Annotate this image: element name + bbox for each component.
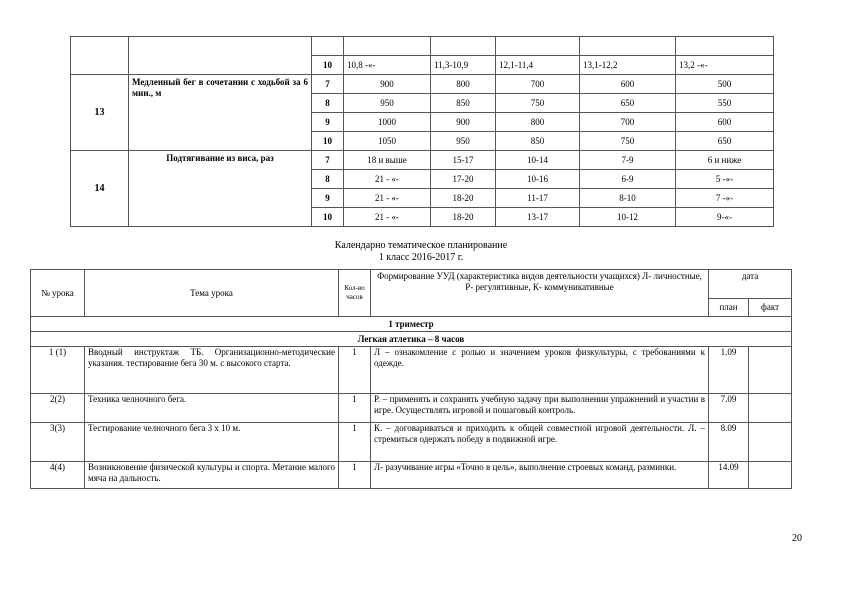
lesson-hours: 1: [339, 462, 371, 489]
norm-cell: 21 - «-: [344, 189, 431, 208]
lesson-number: 4(4): [31, 462, 85, 489]
class-cell: 10: [312, 208, 344, 227]
norm-cell: 13-17: [496, 208, 580, 227]
norm-cell: 18 и выше: [344, 151, 431, 170]
norms-table: [70, 36, 774, 227]
norm-cell: 10,8 -«-: [344, 56, 431, 75]
class-cell: 9: [312, 189, 344, 208]
norm-cell: 9-«-: [676, 208, 774, 227]
norm-cell: 700: [496, 75, 580, 94]
section-row: [31, 332, 792, 347]
norm-cell: 5 -«-: [676, 170, 774, 189]
header-uud: Формирование УУД (характеристика видов деятельности учащихся) Л- личностные, Р- регулятивные, К- коммуникативные: [371, 270, 709, 317]
lesson-uud: К. – договариваться и приходить к общей совместной игровой деятельности. Л. – стремиться одержать победу в подвижной игре.: [371, 423, 709, 462]
norm-cell: 12,1-11,4: [496, 56, 580, 75]
norms-row: [71, 75, 774, 94]
exercise-name: Медленный бег в сочетании с ходьбой за 6 мин., м: [129, 75, 312, 151]
norm-cell: 850: [431, 94, 496, 113]
header-plan: план: [709, 299, 749, 317]
lesson-fact-date: [749, 347, 792, 394]
lesson-plan-date: 8.09: [709, 423, 749, 462]
norms-empty-exercise-cell: [129, 37, 312, 75]
norm-cell: 10-12: [580, 208, 676, 227]
lesson-fact-date: [749, 462, 792, 489]
lesson-row: [31, 347, 792, 394]
norm-cell: 950: [344, 94, 431, 113]
page-number: 20: [792, 533, 802, 544]
norm-cell: 8-10: [580, 189, 676, 208]
lesson-row: [31, 462, 792, 489]
lesson-plan-date: 1.09: [709, 347, 749, 394]
norm-cell: 10-14: [496, 151, 580, 170]
lesson-uud: Р. – применять и сохранять учебную задачу при выполнении упражнений и участии в игре. Осуществлять игровой и пошаговый контроль.: [371, 394, 709, 423]
header-hours: Кол-во часов: [339, 270, 371, 317]
lesson-row: [31, 423, 792, 462]
class-cell: 7: [312, 75, 344, 94]
lesson-plan-date: 7.09: [709, 394, 749, 423]
class-cell: 8: [312, 170, 344, 189]
lesson-topic: Возникновение физической культуры и спорта. Метание малого мяча на дальность.: [85, 462, 339, 489]
norms-row: [71, 151, 774, 170]
norm-cell: 21 - «-: [344, 208, 431, 227]
norm-cell: 21 - «-: [344, 170, 431, 189]
norm-cell: 750: [580, 132, 676, 151]
norm-cell: 18-20: [431, 189, 496, 208]
norm-cell: 13,2 -«-: [676, 56, 774, 75]
norm-cell: 6-9: [580, 170, 676, 189]
header-date: дата: [709, 270, 792, 299]
norm-cell: 900: [344, 75, 431, 94]
norm-cell: 800: [496, 113, 580, 132]
lesson-uud: Л- разучивание игры «Точно в цель», выполнение строевых команд, разминки.: [371, 462, 709, 489]
norm-cell: 15-17: [431, 151, 496, 170]
lesson-topic: Вводный инструктаж ТБ. Организационно-методические указания. тестирование бега 30 м. с высокого старта.: [85, 347, 339, 394]
norm-cell: 7-9: [580, 151, 676, 170]
plan-header-row: [31, 270, 792, 299]
norm-cell: 1050: [344, 132, 431, 151]
lesson-hours: 1: [339, 347, 371, 394]
lesson-uud: Л – ознакомление с ролью и значением уроков физкультуры, с требованиями к одежде.: [371, 347, 709, 394]
norm-cell: 750: [496, 94, 580, 113]
lesson-number: 2(2): [31, 394, 85, 423]
exercise-number: 14: [71, 151, 129, 227]
norm-cell: 18-20: [431, 208, 496, 227]
norm-cell: 500: [676, 75, 774, 94]
plan-heading-year: 1 класс 2016-2017 г.: [378, 252, 464, 263]
norm-cell: 11,3-10,9: [431, 56, 496, 75]
class-cell: 7: [312, 151, 344, 170]
lesson-topic: Тестирование челночного бега 3 х 10 м.: [85, 423, 339, 462]
lesson-plan-table: [30, 269, 792, 489]
norm-cell: 550: [676, 94, 774, 113]
header-topic: Тема урока: [85, 270, 339, 317]
lesson-hours: 1: [339, 423, 371, 462]
lesson-fact-date: [749, 423, 792, 462]
norm-cell: 900: [431, 113, 496, 132]
lesson-topic: Техника челночного бега.: [85, 394, 339, 423]
class-cell: 10: [312, 56, 344, 75]
norm-cell: 700: [580, 113, 676, 132]
norm-cell: 600: [580, 75, 676, 94]
class-cell: 10: [312, 132, 344, 151]
lesson-number: 1 (1): [31, 347, 85, 394]
lesson-number: 3(3): [31, 423, 85, 462]
norm-cell: 7 -«-: [676, 189, 774, 208]
norm-cell: 13,1-12,2: [580, 56, 676, 75]
plan-heading-title: Календарно тематическое планирование: [334, 240, 508, 251]
lesson-fact-date: [749, 394, 792, 423]
norm-cell: 6 и ниже: [676, 151, 774, 170]
norms-empty-row: [71, 37, 774, 56]
header-fact: факт: [749, 299, 792, 317]
header-lesson-no: № урока: [31, 270, 85, 317]
norm-cell: 800: [431, 75, 496, 94]
lesson-row: [31, 394, 792, 423]
lesson-plan-date: 14.09: [709, 462, 749, 489]
norm-cell: 11-17: [496, 189, 580, 208]
norm-cell: 850: [496, 132, 580, 151]
norms-empty-number-cell: [71, 37, 129, 75]
class-cell: 9: [312, 113, 344, 132]
norm-cell: 650: [676, 132, 774, 151]
exercise-name: Подтягивание из виса, раз: [129, 151, 312, 227]
norm-cell: 17-20: [431, 170, 496, 189]
norm-cell: 10-16: [496, 170, 580, 189]
norm-cell: 1000: [344, 113, 431, 132]
class-cell: 8: [312, 94, 344, 113]
norm-cell: 600: [676, 113, 774, 132]
section-athletics: Легкая атлетика – 8 часов: [31, 332, 792, 347]
norm-cell: 950: [431, 132, 496, 151]
exercise-number: 13: [71, 75, 129, 151]
section-row: [31, 317, 792, 332]
section-trimester: 1 триместр: [31, 317, 792, 332]
norm-cell: 650: [580, 94, 676, 113]
lesson-hours: 1: [339, 394, 371, 423]
